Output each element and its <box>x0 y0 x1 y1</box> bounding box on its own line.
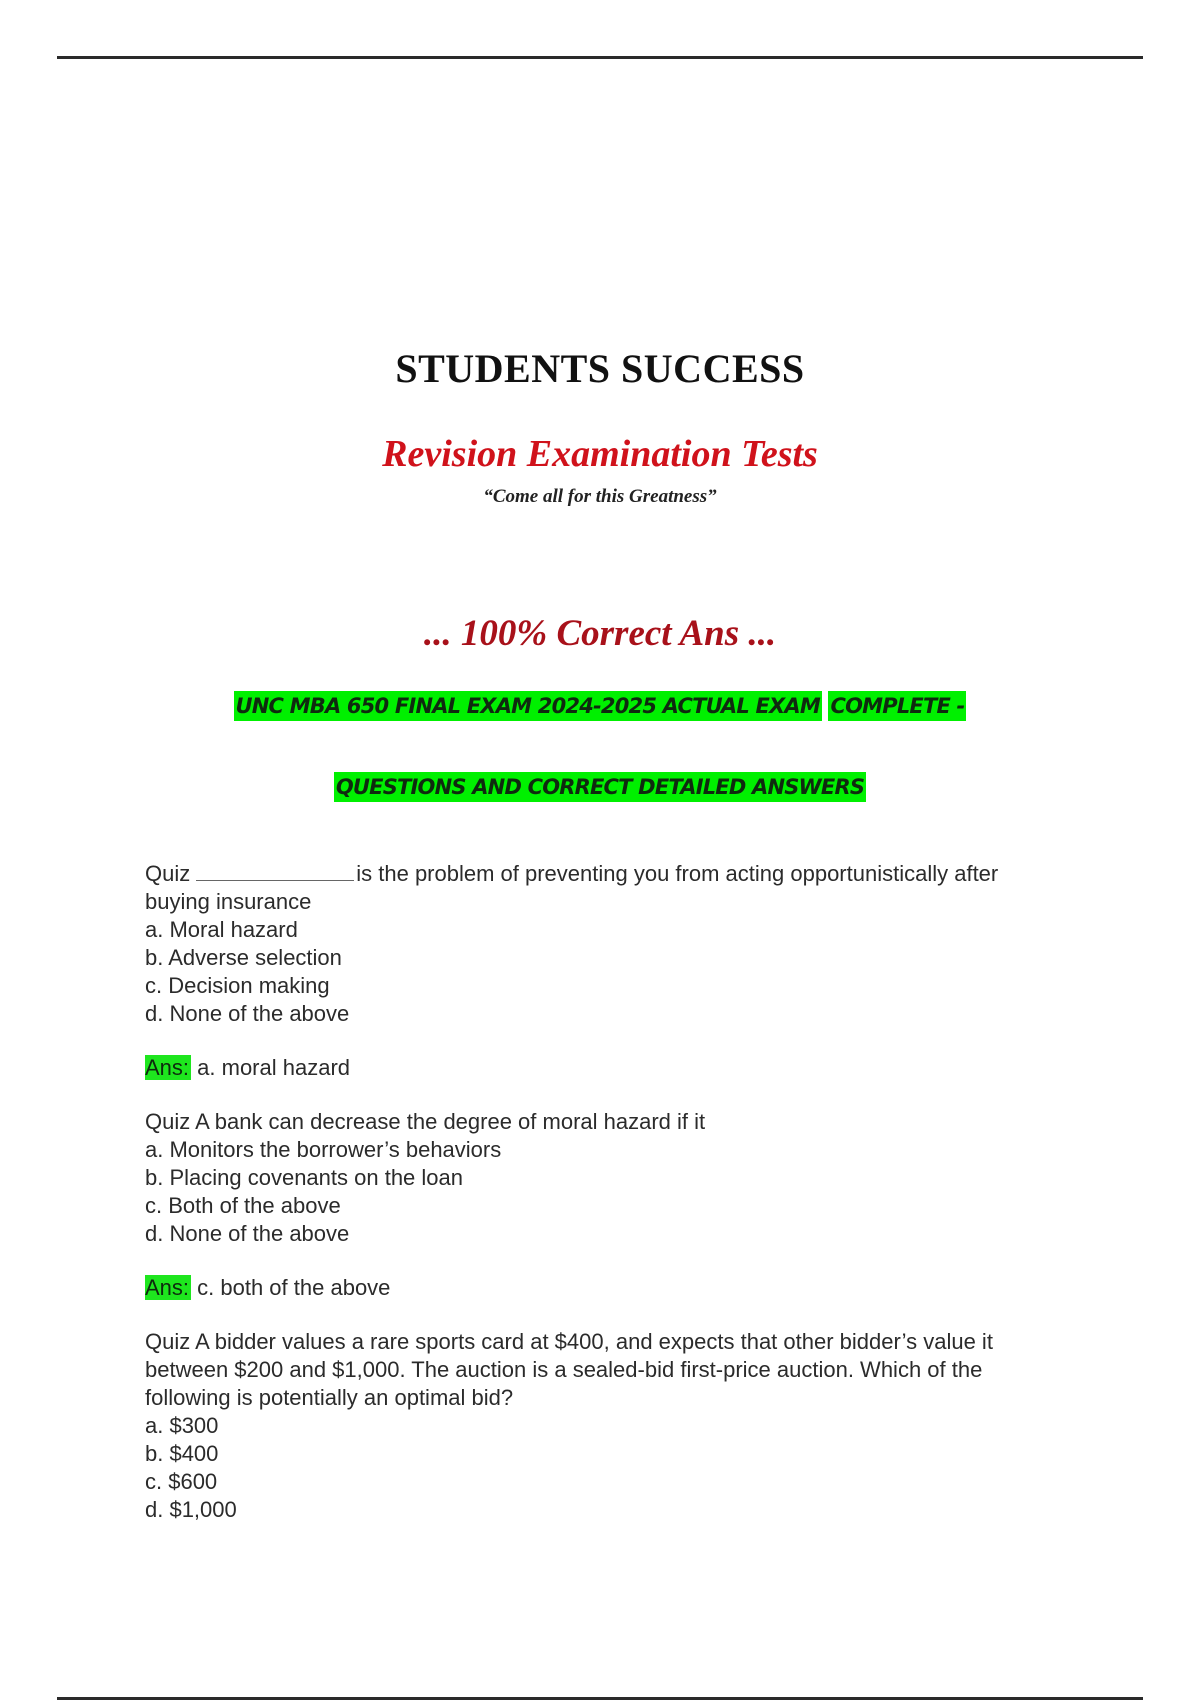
option-d: d. None of the above <box>145 1001 350 1026</box>
question-3 <box>145 1328 1045 1524</box>
exam-title-highlight-1: UNC MBA 650 FINAL EXAM 2024-2025 ACTUAL EXAM <box>234 691 822 721</box>
correct-answers-banner: ... 100% Correct Ans ... <box>423 613 777 654</box>
exam-title-line-2 <box>0 775 1200 799</box>
option-a: a. Monitors the borrower’s behaviors <box>145 1137 502 1162</box>
tagline: “Come all for this Greatness” <box>483 486 717 507</box>
exam-title-line-1 <box>0 694 1200 718</box>
question-text <box>145 1328 1045 1412</box>
answer-label: Ans: <box>145 1275 190 1300</box>
document-title: STUDENTS SUCCESS <box>395 346 805 391</box>
top-rule <box>57 56 1143 59</box>
answer-text: c. both of the above <box>197 1275 391 1300</box>
option-c: c. $600 <box>145 1469 218 1494</box>
questions-section <box>145 860 1045 1550</box>
quiz-prefix: Quiz <box>145 861 191 886</box>
document-subtitle: Revision Examination Tests <box>382 433 818 475</box>
fill-in-blank <box>196 862 354 881</box>
exam-title-highlight-3: QUESTIONS AND CORRECT DETAILED ANSWERS <box>334 772 866 802</box>
option-b: b. $400 <box>145 1441 219 1466</box>
option-a: a. Moral hazard <box>145 917 298 942</box>
answer-label: Ans: <box>145 1055 190 1080</box>
quiz-prefix: Quiz <box>145 1329 191 1354</box>
exam-title-highlight-2: COMPLETE - <box>828 691 966 721</box>
question-body: A bidder values a rare sports card at $400, and expects that other bidder’s value it between $200 and $1,000. The auction is a sealed-bid first-price auction. Which of the following is potentially an optimal bid? <box>145 1329 993 1410</box>
question-body: A bank can decrease the degree of moral hazard if it <box>195 1109 706 1134</box>
quiz-prefix: Quiz <box>145 1109 191 1134</box>
option-c: c. Both of the above <box>145 1193 341 1218</box>
option-d: d. $1,000 <box>145 1497 237 1522</box>
question-text <box>145 1108 1045 1136</box>
question-text <box>145 860 1045 916</box>
question-1 <box>145 860 1045 1028</box>
option-b: b. Adverse selection <box>145 945 342 970</box>
option-d: d. None of the above <box>145 1221 350 1246</box>
answer-text: a. moral hazard <box>197 1055 351 1080</box>
option-a: a. $300 <box>145 1413 219 1438</box>
option-b: b. Placing covenants on the loan <box>145 1165 464 1190</box>
answer-2 <box>145 1274 1045 1302</box>
option-c: c. Decision making <box>145 973 330 998</box>
question-body: is the problem of preventing you from acting opportunistically after buying insurance <box>145 861 999 914</box>
answer-1 <box>145 1054 1045 1082</box>
question-2 <box>145 1108 1045 1248</box>
